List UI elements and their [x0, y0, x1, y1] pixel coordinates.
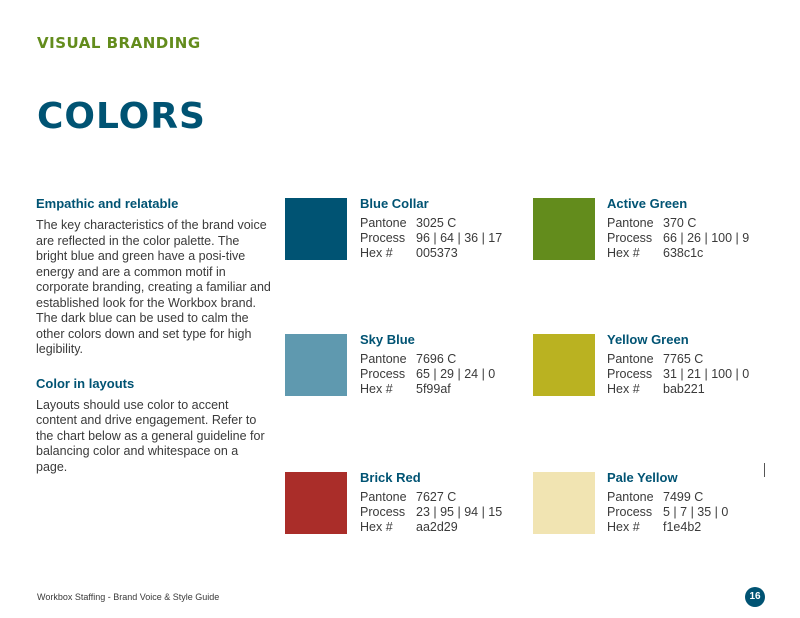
intro-heading: Empathic and relatable [36, 196, 179, 211]
pantone-value: 7627 C [416, 490, 457, 504]
process-value: 65 | 29 | 24 | 0 [416, 367, 496, 381]
layouts-paragraph: Layouts should use color to accent content and drive engagement. Refer to the chart below as a general guideline for balancing color and whitespace on a page. [36, 397, 265, 474]
pantone-value: 7696 C [416, 352, 457, 366]
hex-label: Hex # [360, 382, 393, 396]
process-value: 23 | 95 | 94 | 15 [416, 505, 503, 519]
pantone-label: Pantone [607, 352, 654, 366]
color-info-yellow-green [607, 332, 749, 397]
color-name: Pale Yellow [607, 470, 678, 485]
swatch-active-green [533, 198, 595, 260]
color-name: Sky Blue [360, 332, 415, 347]
layouts-heading: Color in layouts [36, 375, 135, 391]
pantone-label: Pantone [607, 216, 654, 230]
hex-label: Hex # [360, 246, 393, 260]
hex-value: f1e4b2 [663, 520, 702, 534]
process-label: Process [607, 231, 653, 245]
color-info-active-green [607, 196, 749, 261]
pantone-value: 370 C [663, 216, 697, 230]
hex-value: 005373 [416, 246, 458, 260]
pantone-label: Pantone [607, 490, 654, 504]
hex-label: Hex # [607, 520, 640, 534]
process-value: 5 | 7 | 35 | 0 [663, 505, 729, 519]
process-value: 31 | 21 | 100 | 0 [663, 367, 750, 381]
intro-paragraph: The key characteristics of the brand voice are reflected in the color palette. The bright blue and green have a posi-tive energy and are a common motif in corporate branding, creating a familiar and established look for the Workbox brand. The dark blue can be used to calm the other colors down and set type for high legibility. [36, 218, 271, 356]
process-label: Process [607, 367, 653, 381]
color-name: Blue Collar [360, 196, 429, 211]
hex-label: Hex # [607, 246, 640, 260]
color-info-sky-blue [360, 332, 495, 397]
pantone-value: 3025 C [416, 216, 457, 230]
margin-tick [764, 463, 765, 477]
swatch-pale-yellow [533, 472, 595, 534]
swatch-sky-blue [285, 334, 347, 396]
pantone-value: 7765 C [663, 352, 704, 366]
pantone-label: Pantone [360, 352, 407, 366]
process-value: 96 | 64 | 36 | 17 [416, 231, 503, 245]
color-info-blue-collar [360, 196, 502, 261]
page-title: COLORS [37, 96, 206, 137]
pantone-value: 7499 C [663, 490, 704, 504]
swatch-yellow-green [533, 334, 595, 396]
hex-value: 638c1c [663, 246, 704, 260]
page-number-badge: 16 [745, 587, 765, 607]
color-name: Active Green [607, 196, 688, 211]
swatch-blue-collar [285, 198, 347, 260]
pantone-label: Pantone [360, 216, 407, 230]
process-label: Process [360, 231, 406, 245]
color-name: Brick Red [360, 470, 421, 485]
process-label: Process [607, 505, 653, 519]
footer-text: Workbox Staffing - Brand Voice & Style Guide [37, 592, 220, 602]
intro-column [36, 196, 272, 493]
hex-label: Hex # [607, 382, 640, 396]
process-value: 66 | 26 | 100 | 9 [663, 231, 750, 245]
hex-value: aa2d29 [416, 520, 458, 534]
color-info-pale-yellow [607, 470, 728, 535]
hex-value: 5f99af [416, 382, 451, 396]
process-label: Process [360, 505, 406, 519]
hex-value: bab221 [663, 382, 705, 396]
process-label: Process [360, 367, 406, 381]
hex-label: Hex # [360, 520, 393, 534]
color-info-brick-red [360, 470, 502, 535]
pantone-label: Pantone [360, 490, 407, 504]
section-eyebrow: VISUAL BRANDING [37, 34, 201, 52]
color-name: Yellow Green [607, 332, 689, 347]
swatch-brick-red [285, 472, 347, 534]
